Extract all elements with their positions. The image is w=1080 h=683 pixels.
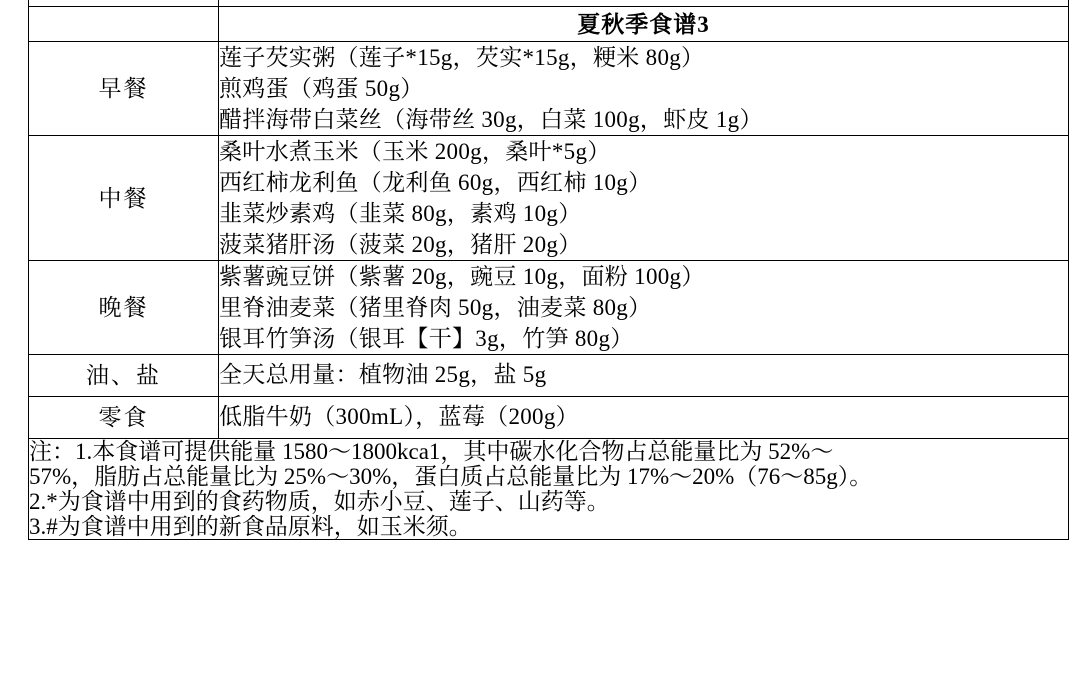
meal-items-breakfast xyxy=(219,42,1069,136)
meal-label-breakfast: 早餐 xyxy=(29,42,219,136)
table-row xyxy=(29,397,1069,439)
note-line: 57%，脂肪占总能量比为 25%～30%，蛋白质占总能量比为 17%～20%（76～85g）。 xyxy=(29,464,873,489)
meal-label-dinner: 晚餐 xyxy=(29,261,219,355)
title-spacer-cell xyxy=(29,7,219,42)
meal-items-lunch xyxy=(219,136,1069,261)
list-item: 银耳竹笋汤（银耳【干】3g，竹笋 80g） xyxy=(219,326,634,351)
meal-label-snack: 零食 xyxy=(29,397,219,439)
table-row-title xyxy=(29,7,1069,42)
meal-items-oil-salt xyxy=(219,355,1069,397)
notes-section xyxy=(29,439,1069,540)
meal-label-oil-salt: 油、盐 xyxy=(29,355,219,397)
list-item: 桑叶水煮玉米（玉米 200g，桑叶*5g） xyxy=(219,139,611,164)
note-line: 2.*为食谱中用到的食药物质，如赤小豆、莲子、山药等。 xyxy=(29,489,610,514)
list-item: 紫薯豌豆饼（紫薯 20g，豌豆 10g，面粉 100g） xyxy=(219,264,705,289)
list-item: 莲子芡实粥（莲子*15g，芡实*15g，粳米 80g） xyxy=(219,45,705,70)
note-line: 3.#为食谱中用到的新食品原料，如玉米须。 xyxy=(29,514,472,539)
list-item: 菠菜猪肝汤（菠菜 20g，猪肝 20g） xyxy=(219,232,582,257)
meal-items-dinner xyxy=(219,261,1069,355)
table-row-notes xyxy=(29,439,1069,540)
list-item: 低脂牛奶（300mL），蓝莓（200g） xyxy=(219,404,579,429)
meal-label-lunch: 中餐 xyxy=(29,136,219,261)
meal-items-snack xyxy=(219,397,1069,439)
list-item: 全天总用量：植物油 25g，盐 5g xyxy=(219,362,547,387)
list-item: 里脊油麦菜（猪里脊肉 50g，油麦菜 80g） xyxy=(219,295,652,320)
list-item: 醋拌海带白菜丝（海带丝 30g，白菜 100g，虾皮 1g） xyxy=(219,107,763,132)
recipe-table xyxy=(28,0,1069,540)
table-row xyxy=(29,136,1069,261)
list-item: 韭菜炒素鸡（韭菜 80g，素鸡 10g） xyxy=(219,201,582,226)
page-title: 夏秋季食谱3 xyxy=(219,7,1069,42)
list-item: 西红柿龙利鱼（龙利鱼 60g，西红柿 10g） xyxy=(219,170,652,195)
table-row xyxy=(29,355,1069,397)
note-line: 注：1.本食谱可提供能量 1580～1800kca1，其中碳水化合物占总能量比为 52%～ xyxy=(29,439,834,464)
table-row xyxy=(29,42,1069,136)
table-row xyxy=(29,261,1069,355)
list-item: 煎鸡蛋（鸡蛋 50g） xyxy=(219,76,424,101)
